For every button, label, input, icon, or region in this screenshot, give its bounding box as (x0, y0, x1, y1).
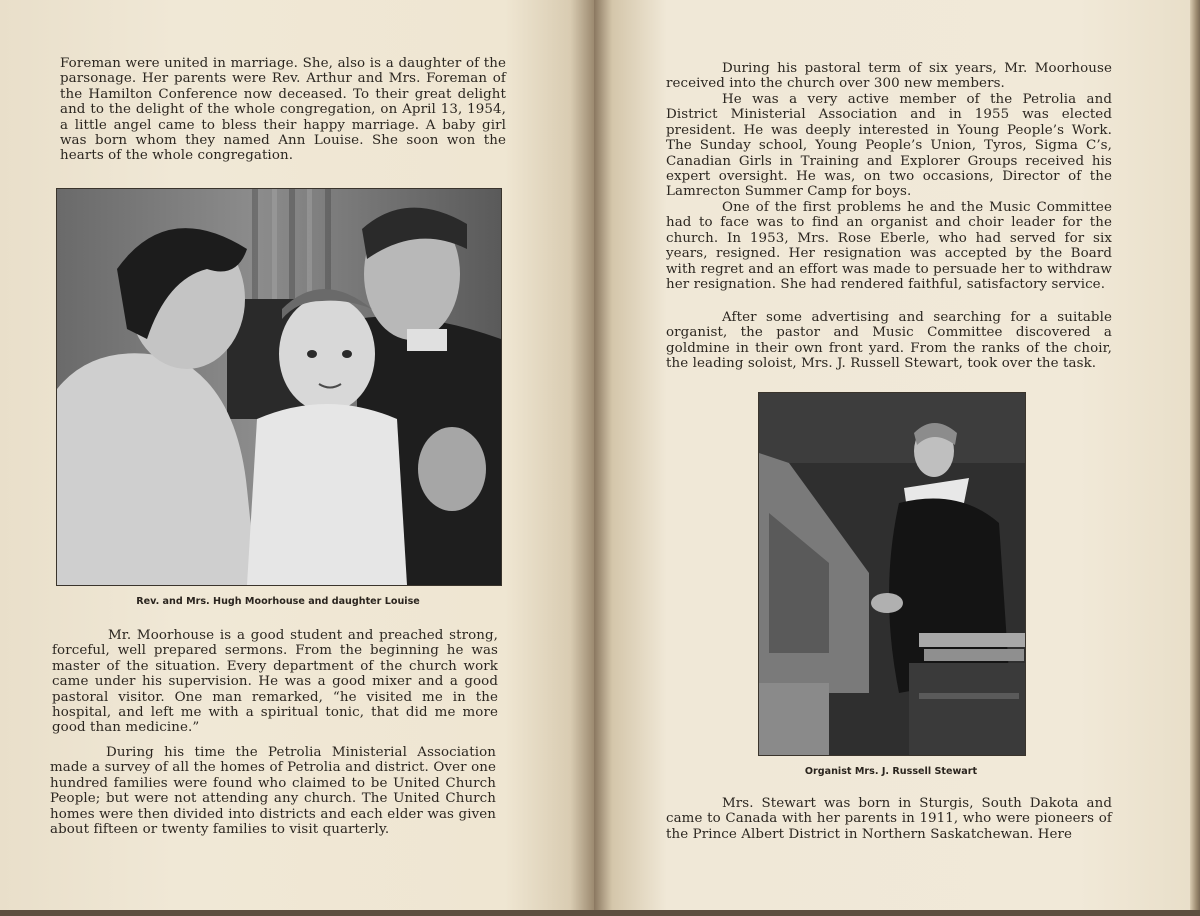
right-paragraph-1: During his pastoral term of six years, Mr. Moorhouse received into the church over 300 new members. (666, 61, 1112, 92)
organist-photo-image (759, 393, 1025, 755)
right-page (594, 0, 1200, 916)
left-page (0, 0, 594, 916)
organist-photo-caption: Organist Mrs. J. Russell Stewart (804, 766, 978, 777)
right-paragraph-4: After some advertising and searching for a suitable organist, the pastor and Music Committee discovered a goldmine in their own front yard. From the ranks of the choir, the leading soloist, Mrs. J. Russell Stewart, took over the task. (666, 310, 1112, 372)
family-photo (56, 188, 502, 586)
left-paragraph-3: During his time the Petrolia Ministerial Association made a survey of all the homes of Petrolia and district. Over one hundred families were found who claimed to be United Church People; but were not attending any church. The United Church homes were then divided into districts and each elder was given about fifteen or twenty families to visit quarterly. (50, 745, 496, 838)
page-edge (1190, 0, 1200, 916)
family-photo-caption: Rev. and Mrs. Hugh Moorhouse and daughter Louise (136, 596, 420, 607)
book-bottom-edge (0, 910, 1200, 916)
left-paragraph-1: Foreman were united in marriage. She, also is a daughter of the parsonage. Her parents were Rev. Arthur and Mrs. Foreman of the Hamilton Conference now deceased. To their great delight and to the delight of the whole congregation, on April 13, 1954, a little angel came to bless their happy marriage. A baby girl was born whom they named Ann Louise. She soon won the hearts of the whole congregation. (60, 56, 506, 164)
left-paragraph-2: Mr. Moorhouse is a good student and preached strong, forceful, well prepared sermons. From the beginning he was master of the situation. Every department of the church work came under his supervision. He was a good mixer and a good pastoral visitor. One man remarked, “he visited me in the hospital, and left me with a spiritual tonic, that did me more good than medicine.” (52, 628, 498, 736)
organist-photo (758, 392, 1026, 756)
right-paragraph-3: One of the first problems he and the Music Committee had to face was to find an organist and choir leader for the church. In 1953, Mrs. Rose Eberle, who had served for six years, resigned. Her resignation was accepted by the Board with regret and an effort was made to persuade her to withdraw her resignation. She had rendered faithful, satisfactory service. (666, 200, 1112, 293)
right-paragraph-5: Mrs. Stewart was born in Sturgis, South Dakota and came to Canada with her parents in 1911, who were pioneers of the Prince Albert District in Northern Saskatchewan. Here (666, 796, 1112, 842)
family-photo-image (57, 189, 501, 585)
right-paragraph-2: He was a very active member of the Petrolia and District Ministerial Association and in 1955 was elected president. He was deeply interested in Young People’s Work. The Sunday school, Young People’s Union, Tyros, Sigma C’s, Canadian Girls in Training and Explorer Groups received his expert oversight. He was, on two occasions, Director of the Lamrecton Summer Camp for boys. (666, 92, 1112, 200)
